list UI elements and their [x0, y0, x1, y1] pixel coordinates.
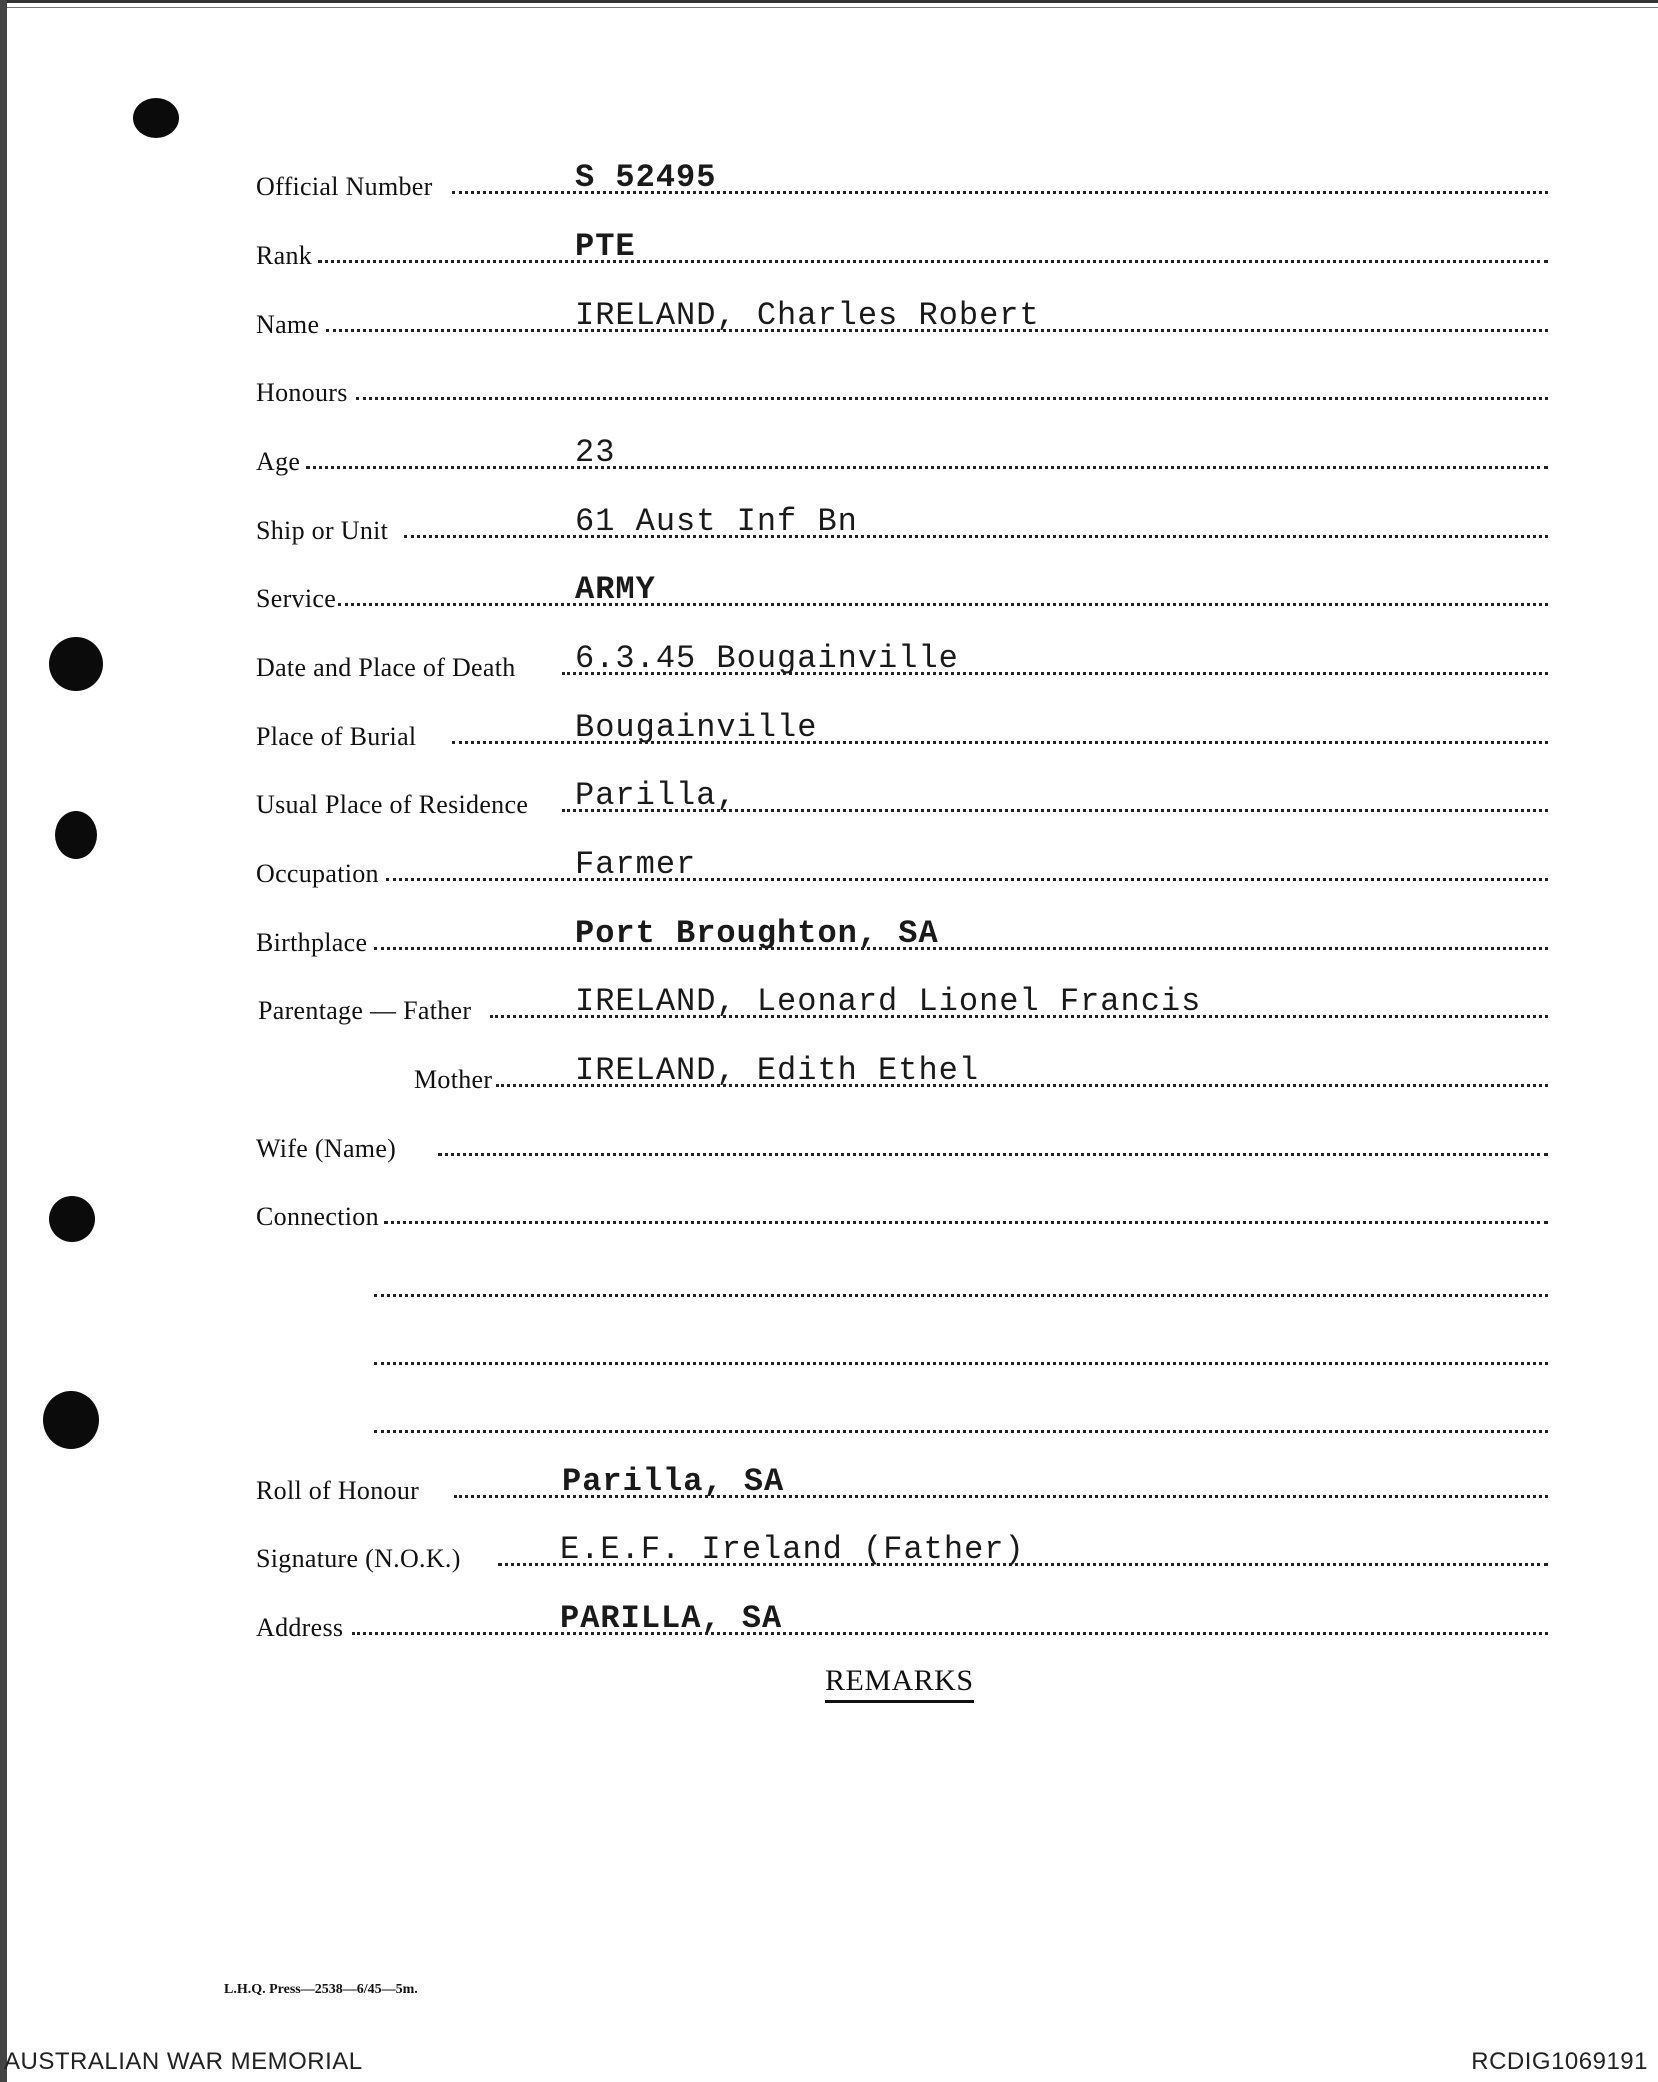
value-mother: IRELAND, Edith Ethel	[575, 1052, 980, 1089]
row-official-number	[0, 158, 1658, 208]
printer-note: L.H.Q. Press—2538—6/45—5m.	[224, 1982, 418, 1997]
label-official-number: Official Number	[256, 172, 433, 201]
row-ship-or-unit	[0, 502, 1658, 552]
label-place-of-burial: Place of Burial	[256, 722, 417, 751]
dotted-line	[374, 947, 1548, 950]
label-honours: Honours	[256, 378, 348, 407]
label-signature: Signature (N.O.K.)	[256, 1544, 461, 1573]
value-date-place-death: 6.3.45 Bougainville	[575, 640, 959, 677]
label-father: Parentage — Father	[258, 996, 472, 1025]
value-official-number: S 52495	[575, 159, 717, 196]
value-birthplace: Port Broughton, SA	[575, 915, 939, 952]
row-service	[0, 570, 1658, 620]
remarks-heading: REMARKS	[825, 1664, 974, 1703]
row-roll-of-honour	[0, 1462, 1658, 1512]
row-birthplace	[0, 914, 1658, 964]
label-occupation: Occupation	[256, 859, 379, 888]
value-roll-of-honour: Parilla, SA	[562, 1463, 785, 1500]
label-wife: Wife (Name)	[256, 1134, 397, 1163]
row-name	[0, 296, 1658, 346]
row-address	[0, 1599, 1658, 1649]
row-connection	[0, 1188, 1658, 1238]
value-occupation: Farmer	[575, 846, 697, 883]
label-service: Service	[256, 584, 337, 613]
value-signature: E.E.F. Ireland (Father)	[560, 1531, 1025, 1568]
value-rank: PTE	[575, 228, 636, 265]
dotted-line	[338, 603, 1548, 606]
footer-reference: RCDIG1069191	[1471, 2048, 1648, 2075]
value-place-of-burial: Bougainville	[575, 709, 818, 746]
punch-hole-5	[43, 1391, 99, 1449]
dotted-line	[356, 397, 1548, 400]
row-place-of-burial	[0, 708, 1658, 758]
label-date-place-death: Date and Place of Death	[256, 653, 516, 682]
dotted-line	[318, 260, 1548, 263]
row-father	[0, 982, 1658, 1032]
label-residence: Usual Place of Residence	[256, 790, 529, 819]
value-name: IRELAND, Charles Robert	[575, 297, 1040, 334]
label-rank: Rank	[256, 241, 313, 270]
value-age: 23	[575, 434, 616, 471]
row-rank	[0, 227, 1658, 277]
connection-blank-line-3	[374, 1430, 1548, 1433]
row-residence	[0, 776, 1658, 826]
label-mother: Mother	[414, 1065, 493, 1094]
label-age: Age	[256, 447, 301, 476]
value-service: ARMY	[575, 571, 656, 608]
value-residence: Parilla,	[575, 777, 737, 814]
dotted-line	[438, 1153, 1548, 1156]
footer-source: AUSTRALIAN WAR MEMORIAL	[4, 2048, 363, 2075]
label-connection: Connection	[256, 1202, 379, 1231]
value-ship-or-unit: 61 Aust Inf Bn	[575, 503, 858, 540]
row-honours	[0, 364, 1658, 414]
label-birthplace: Birthplace	[256, 928, 368, 957]
value-father: IRELAND, Leonard Lionel Francis	[575, 983, 1202, 1020]
page-top-edge	[0, 0, 1658, 8]
row-mother	[0, 1051, 1658, 1101]
dotted-line	[306, 466, 1548, 469]
dotted-line	[352, 1632, 1548, 1635]
label-address: Address	[256, 1613, 344, 1642]
label-roll-of-honour: Roll of Honour	[256, 1476, 420, 1505]
connection-blank-line-1	[374, 1294, 1548, 1297]
dotted-line	[386, 878, 1548, 881]
row-signature	[0, 1530, 1658, 1580]
label-name: Name	[256, 310, 320, 339]
row-date-place-death	[0, 639, 1658, 689]
row-age	[0, 433, 1658, 483]
dotted-line	[384, 1221, 1548, 1224]
label-ship-or-unit: Ship or Unit	[256, 516, 389, 545]
connection-blank-line-2	[374, 1362, 1548, 1365]
row-occupation	[0, 845, 1658, 895]
value-address: PARILLA, SA	[560, 1600, 783, 1637]
row-wife	[0, 1120, 1658, 1170]
punch-hole-1	[133, 98, 179, 138]
